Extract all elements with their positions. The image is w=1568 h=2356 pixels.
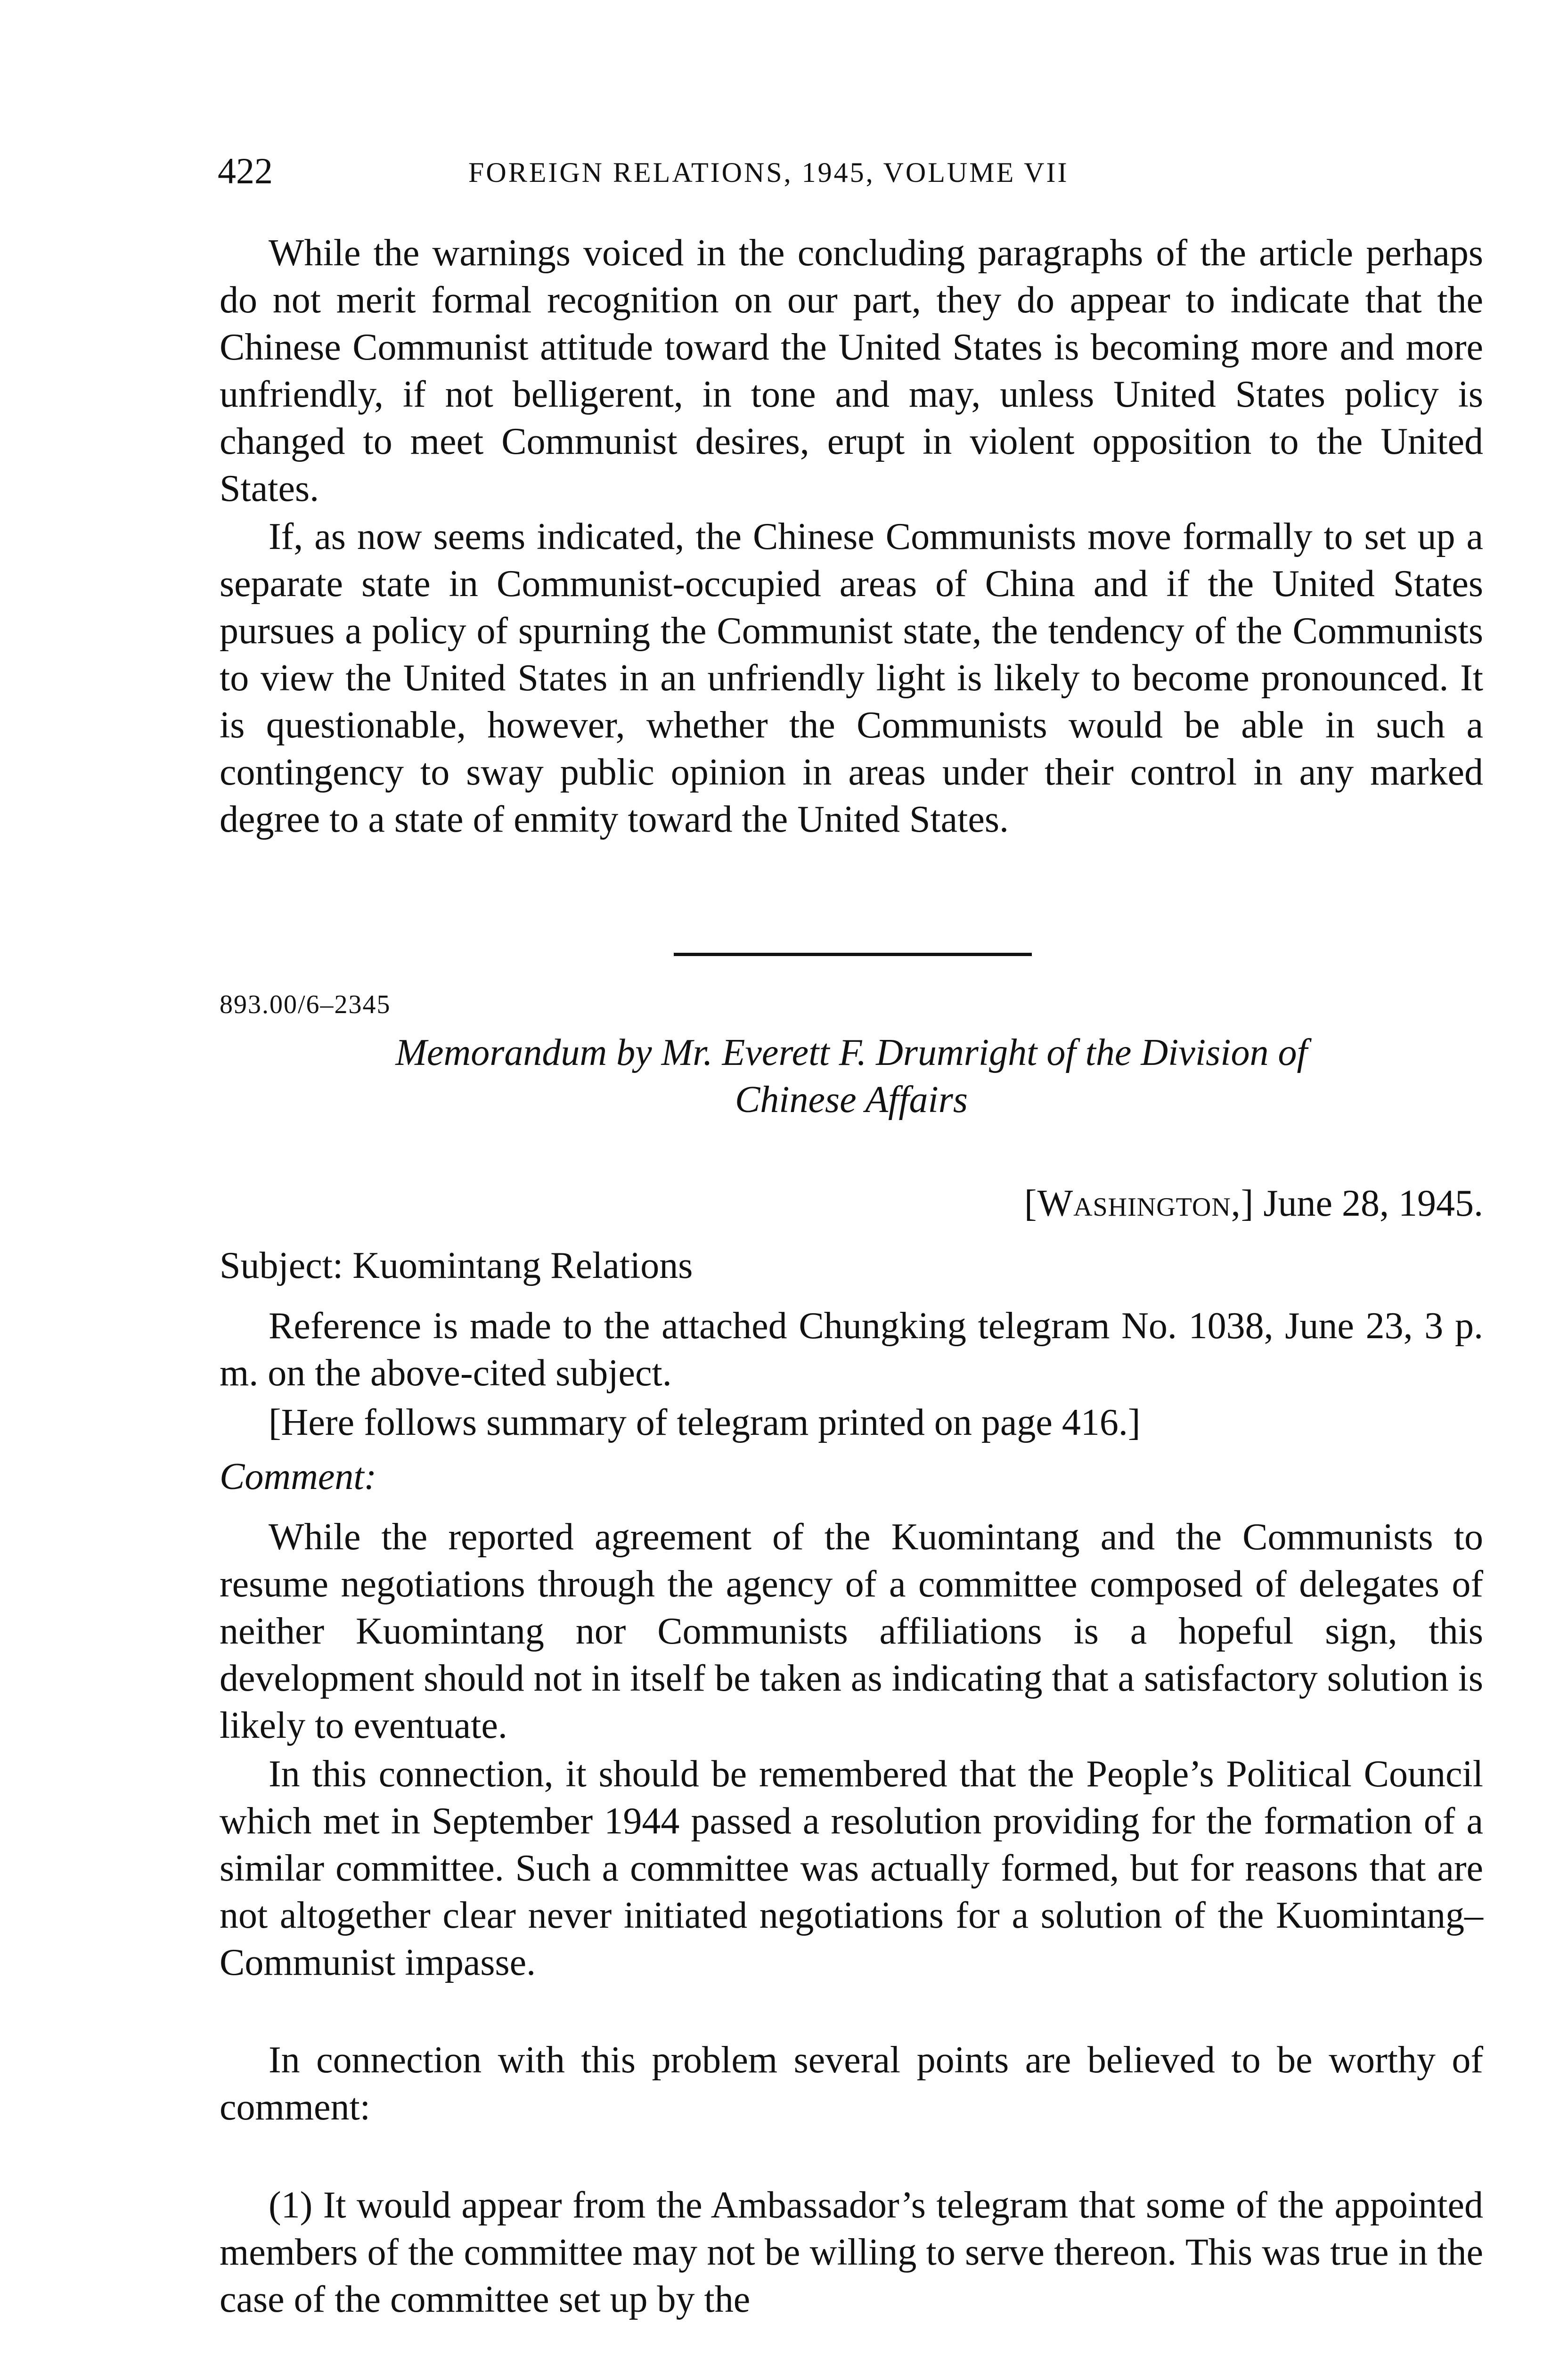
comment-paragraph-political-council: In this connection, it should be remembered that the People’s Political Council which met in September 1944 passed a resolution providing for the formation of a similar committee. Such a committee was actually formed, but for reasons that are not altogether clear never initiated negotiations for a solution of the Kuomintang–Communist impasse. xyxy=(220,1753,1483,1983)
file-number: 893.00/6–2345 xyxy=(220,990,391,1019)
memorandum-title-line-2: Chinese Affairs xyxy=(735,1079,968,1121)
comment-paragraph-point-one: (1) It would appear from the Ambassador’s telegram that some of the appointed members of the committee may not be willing to serve thereon. This was true in the case of the committee set up by the xyxy=(220,2184,1483,2320)
running-head: FOREIGN RELATIONS, 1945, VOLUME VII xyxy=(468,157,1069,188)
dateline xyxy=(220,1180,1483,1227)
comment-paragraph-points: In connection with this problem several points are believed to be worthy of comment: xyxy=(220,2039,1483,2128)
body-paragraph-warnings: While the warnings voiced in the concluding paragraphs of the article perhaps do not merit formal recognition on our part, they do appear to indicate that the Chinese Communist attitude toward the United States is becoming more and more unfriendly, if not belligerent, in tone and may, unless United States policy is changed to meet Communist desires, erupt in violent opposition to the United States. xyxy=(220,232,1483,509)
comment-label: Comment: xyxy=(220,1456,377,1497)
page-header xyxy=(218,150,1485,192)
page-number: 422 xyxy=(218,150,273,191)
memorandum-title-line-1: Memorandum by Mr. Everett F. Drumright of the Division of xyxy=(395,1032,1307,1073)
body-paragraph-separate-state: If, as now seems indicated, the Chinese Communists move formally to set up a separate state in Communist-occupied areas of China and if the United States pursues a policy of spurning the Communist state, the tendency of the Communists to view the United States in an unfriendly light is likely to become pronounced. It is questionable, however, whether the Communists would be able in such a contingency to sway public opinion in areas under their control in any marked degree to a state of enmity toward the United States. xyxy=(220,516,1483,840)
dateline-place: [Washington,] xyxy=(1024,1183,1254,1224)
subject-line: Subject: Kuomintang Relations xyxy=(220,1245,693,1286)
memorandum-title xyxy=(220,1029,1483,1123)
section-separator-rule xyxy=(674,953,1032,956)
editorial-note: [Here follows summary of telegram printed on page 416.] xyxy=(269,1402,1141,1443)
comment-paragraph-agreement: While the reported agreement of the Kuomintang and the Communists to resume negotiations through the agency of a committee composed of delegates of neither Kuomintang nor Communists affiliations is a hopeful sign, this development should not in itself be taken as indicating that a satisfactory solution is likely to eventuate. xyxy=(220,1516,1483,1746)
dateline-date: June 28, 1945. xyxy=(1263,1183,1483,1224)
reference-paragraph: Reference is made to the attached Chungking telegram No. 1038, June 23, 3 p. m. on the above-cited subject. xyxy=(220,1305,1483,1394)
